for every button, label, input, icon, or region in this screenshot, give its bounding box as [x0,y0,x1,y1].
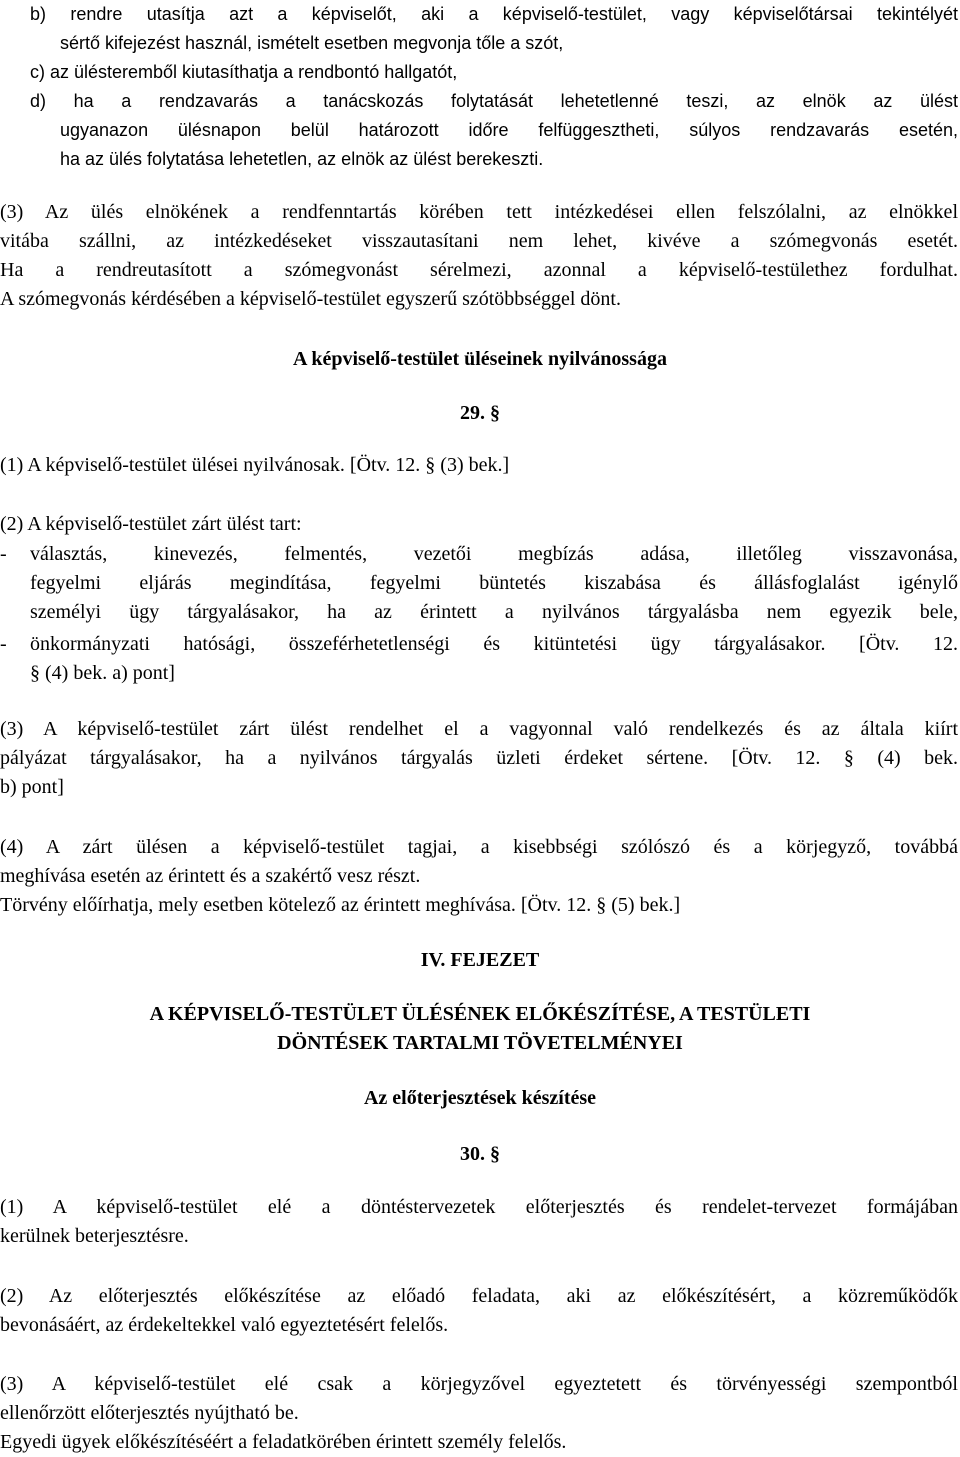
text-line: (2) Az előterjesztés előkészítése az előadó feladata, aki az előkészítésért, a közreműködők [0,1285,958,1307]
text-line: (2) A képviselő-testület zárt ülést tart: [0,513,302,535]
chapter-title-line: A KÉPVISELŐ-TESTÜLET ÜLÉSÉNEK ELŐKÉSZÍTÉSE, A TESTÜLETI [149,1003,811,1025]
text-line: c) az ülésteremből kiutasíthatja a rendbontó hallgatót, [30,62,458,82]
text-line: ha az ülés folytatása lehetetlen, az elnök az ülést berekeszti. [60,149,544,169]
text-line: b) pont] [0,776,64,798]
paragraph-30-3 [0,1370,958,1457]
text-line: (1) A képviselő-testület elé a döntéstervezetek előterjesztés és rendelet-tervezet formájában [0,1196,958,1218]
list-item-c [30,58,960,87]
text-line: Egyedi ügyek előkészítéséért a feladatkörében érintett személy felelős. [0,1431,567,1453]
text-line: (3) Az ülés elnökének a rendfenntartás körében tett intézkedései ellen felszólalni, az elnökkel [0,201,958,223]
text-line: bevonásáért, az érdekeltekkel való egyeztetésért felelős. [0,1314,449,1336]
paragraph-29-3 [0,715,958,802]
text-line: pályázat tárgyalásakor, ha a nyilvános tárgyalás üzleti érdeket sértene. [Ötv. 12. § (4) bek. [0,747,958,769]
text-line: (4) A zárt ülésen a képviselő-testület tagjai, a kisebbségi szólószó és a körjegyző, továbbá [0,836,958,858]
chapter-number: IV. FEJEZET [420,949,540,971]
list-item-d [30,87,958,174]
dash-list-item [0,630,958,688]
paragraph-29-4 [0,833,958,920]
text-line: személyi ügy tárgyalásakor, ha az érintett a nyilvános tárgyalásba nem egyezik bele, [30,601,958,623]
text-line: fegyelmi eljárás megindítása, fegyelmi büntetés kiszabása és állásfoglalást igénylő [30,572,958,594]
text-line: d) ha a rendzavarás a tanácskozás folytatását lehetetlenné teszi, az elnök az ülést [30,91,958,111]
paragraph-30-1 [0,1193,958,1251]
text-line: (1) A képviselő-testület ülései nyilvánosak. [Ötv. 12. § (3) bek.] [0,454,510,476]
text-line: Törvény előírhatja, mely esetben kötelező az érintett meghívása. [Ötv. 12. § (5) bek.] [0,894,681,916]
dash-bullet: - [0,633,7,655]
section-number: 30. § [460,1143,500,1165]
text-line: választás, kinevezés, felmentés, vezetői megbízás adása, illetőleg visszavonása, [30,543,958,565]
text-line: (3) A képviselő-testület elé csak a körjegyzővel egyeztetett és törvényességi szempontból [0,1373,958,1395]
dash-bullet: - [0,543,7,565]
text-line: sértő kifejezést használ, ismételt esetben megvonja tőle a szót, [60,33,564,53]
paragraph-29-1 [0,451,960,480]
list-item-b [30,0,958,58]
text-line: (3) A képviselő-testület zárt ülést rendelhet el a vagyonnal való rendelkezés és az általa kiírt [0,718,958,740]
section-heading: A képviselő-testület üléseinek nyilvánossága [293,348,667,370]
text-line: vitába szállni, az intézkedéseket visszautasítani nem lehet, kivéve a szómegvonás esetét. [0,230,958,252]
text-line: A szómegvonás kérdésében a képviselő-testület egyszerű szótöbbséggel dönt. [0,288,621,310]
chapter-title-line: DÖNTÉSEK TARTALMI TÖVETELMÉNYEI [277,1032,683,1054]
paragraph-30-2 [0,1282,958,1340]
text-line: b) rendre utasítja azt a képviselőt, aki a képviselő-testület, vagy képviselőtársai tekintélyét [30,4,958,24]
text-line: ellenőrzött előterjesztés nyújtható be. [0,1402,299,1424]
text-line: § (4) bek. a) pont] [30,662,175,684]
chapter-title [0,1000,960,1058]
dash-list-item [0,540,958,627]
text-line: ugyanazon ülésnapon belül határozott időre felfüggesztheti, súlyos rendzavarás esetén, [60,120,958,140]
paragraph-3 [0,198,958,314]
text-line: Ha a rendreutasított a szómegvonást sérelmezi, azonnal a képviselő-testülethez fordulhat. [0,259,958,281]
text-line: meghívása esetén az érintett és a szakértő vesz részt. [0,865,421,887]
text-line: önkormányzati hatósági, összeférhetetlenségi és kitüntetési ügy tárgyalásakor. [Ötv. 12. [30,633,958,655]
paragraph-29-2-intro [0,510,960,539]
section-number: 29. § [460,402,500,424]
section-heading: Az előterjesztések készítése [363,1087,597,1109]
text-line: kerülnek beterjesztésre. [0,1225,189,1247]
